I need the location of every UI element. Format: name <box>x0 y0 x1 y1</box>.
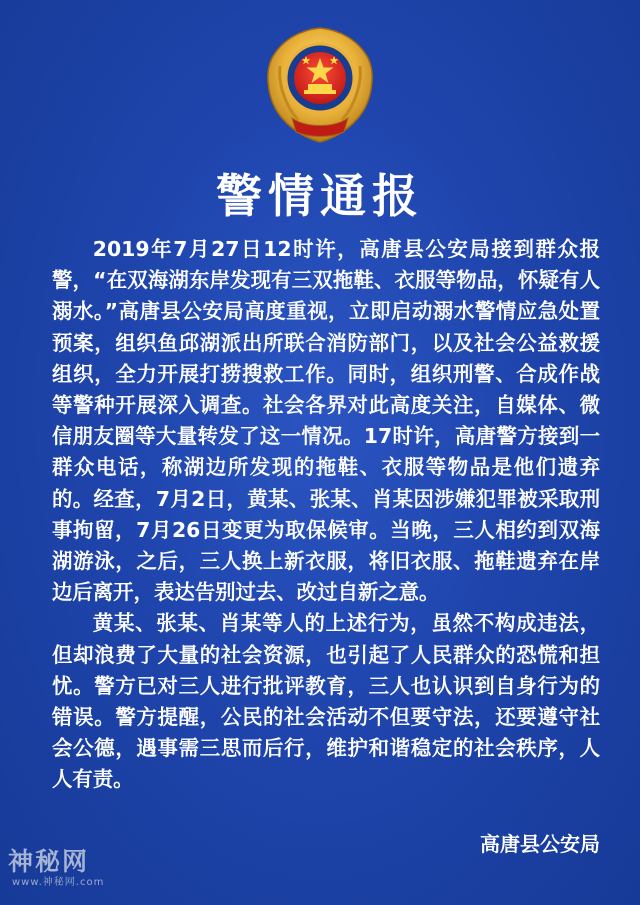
police-emblem-icon <box>258 22 382 146</box>
notice-paragraph-2: 黄某、张某、肖某等人的上述行为，虽然不构成违法，但却浪费了大量的社会资源，也引起了人民群众的恐慌和担忧。警方已对三人进行批评教育，三人也认识到自身行为的错误。警方提醒，公民的社会活动不但要守法，还要遵守社会公德，遇事需三思而后行，维护和谐稳定的社会秩序，人人有责。 <box>52 611 600 792</box>
notice-paragraph-1: 2019年7月27日12时许，高唐县公安局接到群众报警，“在双海湖东岸发现有三双拖鞋、衣服等物品，怀疑有人溺水。”高唐县公安局高度重视，立即启动溺水警情应急处置预案，组织鱼邱湖派出所联合消防部门，以及社会公益救援组织，全力开展打捞搜救工作。同时，组织刑警、合成作战等警种开展深入调查。社会各界对此高度关注，自媒体、微信朋友圈等大量转发了这一情况。17时许，高唐警方接到一群众电话，称湖边所发现的拖鞋、衣服等物品是他们遗弃的。经查，7月2日，黄某、张某、肖某因涉嫌犯罪被采取刑事拘留，7月26日变更为取保候审。当晚，三人相约到双海湖游泳，之后，三人换上新衣服，将旧衣服、拖鞋遗弃在岸边后离开，表达告别过去、改过自新之意。 <box>52 237 600 605</box>
page-title: 警情通报 <box>216 169 424 223</box>
watermark-sub: www.神秘网.com <box>12 877 105 888</box>
signature: 高唐县公安局 <box>480 832 600 856</box>
watermark-main: 神秘网 <box>8 847 90 876</box>
watermark <box>8 848 138 900</box>
notice-body <box>52 234 600 796</box>
